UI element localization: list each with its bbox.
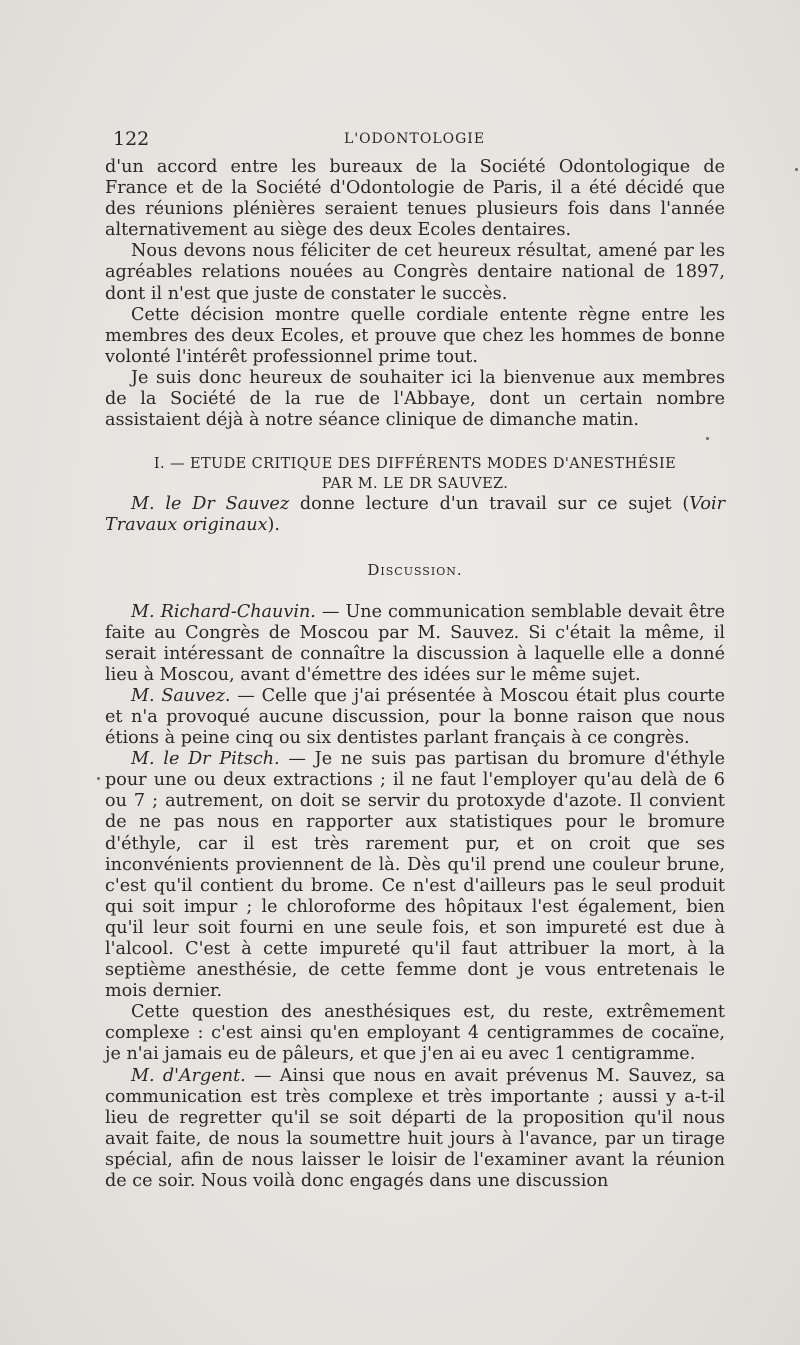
section-heading-line: I. — ETUDE CRITIQUE DES DIFFÉRENTS MODES D'ANESTHÉSIE [153,456,677,473]
speech-paragraph [105,1002,725,1065]
speech-paragraph [105,1066,725,1193]
paper-speck [97,777,100,780]
speaker-name: M. le Dr Sauvez [131,494,290,515]
speech-paragraph [105,686,725,749]
running-title: L'ODONTOLOGIE [343,131,486,147]
speech-text: — Celle que j'ai présentée à Moscou était plus courte et n'a provoqué aucune discussion, pour la bonne raison que nous étions à peine cinq ou six dentistes parlant français à ce congrès. [105,685,725,749]
speech-text: — Une communication semblable devait être faite au Congrès de Moscou par M. Sauvez. Si c'était la même, il serait intéressant de connaître la discussion à laquelle elle a donné lieu à Moscou, avant d'émettre des idées sur le même sujet. [105,601,725,685]
section-heading [105,454,725,494]
paragraph: Cette décision montre quelle cordiale entente règne entre les membres des deux Ecoles, et prouve que chez les hommes de bonne volonté l'intérêt professionnel prime tout. [105,304,725,367]
intro-close: ). [267,515,280,536]
body-text [105,157,725,1192]
speaker-name: M. le Dr Pitsch. [131,749,280,770]
paragraph: Je suis donc heureux de souhaiter ici la bienvenue aux membres de la Société de la rue de l'Abbaye, dont un certain nombre assistaient déjà à notre séance clinique de dimanche matin. [105,367,725,431]
page-number: 122 [113,128,150,150]
speaker-name: M. Sauvez. [131,685,231,706]
speech-paragraph [105,749,725,1002]
speech-text: — Ainsi que nous en avait prévenus M. Sauvez, sa communication est très complexe et très importante ; aussi y a-t-il lieu de regretter qu'il se soit départi de la proposition qu'il nous avait faite, de nous la soumettre huit jours à l'avance, par un tirage spécial, afin de nous laisser le loisir de l'examiner avant la réunion de ce soir. Nous voilà donc engagés dans une discussion [105,1065,725,1192]
speech-text: — Je ne suis pas partisan du bromure d'éthyle pour une ou deux extractions ; il ne faut l'employer qu'au delà de 6 ou 7 ; autrement, on doit se servir du protoxyde d'azote. Il convient de ne pas nous en rapporter aux statistiques pour le bromure d'éthyle, car il est très rarement pur, et on croit que ses inconvénients proviennent de là. Dès qu'il prend une couleur brune, c'est qu'il contient du brome. Ce n'est d'ailleurs pas le seul produit qui soit impur ; le chloroforme des hôpitaux l'est également, bien qu'il leur soit fourni en une seule fois, et son impureté est due à l'alcool. C'est à cette impureté qu'il faut attribuer la mort, à la septième anesthésie, de cette femme dont je vous entretenais le mois dernier. [105,749,725,1002]
speech-paragraph [105,602,725,686]
paragraph: d'un accord entre les bureaux de la Société Odontologique de France et de la Société d'Odontologie de Paris, il a été décidé que des réunions plénières seraient tenues plusieurs fois dans l'année alternativement au siège des deux Ecoles dentaires. [105,157,725,241]
intro-text: donne lecture d'un travail sur ce sujet ( [289,494,690,515]
speaker-name: M. Richard-Chauvin. [131,601,316,622]
page-header [113,128,716,152]
paper-speck [706,437,709,440]
discussion-heading: Discussion. [367,561,463,580]
section-heading-author: PAR M. LE DR SAUVEZ. [321,476,509,493]
speaker-name: M. d'Argent. [131,1065,246,1086]
paper-speck [795,168,798,171]
paragraph: Nous devons nous féliciter de cet heureux résultat, amené par les agréables relations nouées au Congrès dentaire national de 1897, dont il n'est que juste de constater le succès. [105,241,725,304]
speech-text: Cette question des anesthésiques est, du reste, extrêmement complexe : c'est ainsi qu'en employant 4 centigrammes de cocaïne, je n'ai jamais eu de pâleurs, et que j'en ai eu avec 1 centigramme. [105,1002,725,1065]
cross-reference: Voir Travaux originaux [105,494,726,536]
intro-paragraph [105,494,725,536]
